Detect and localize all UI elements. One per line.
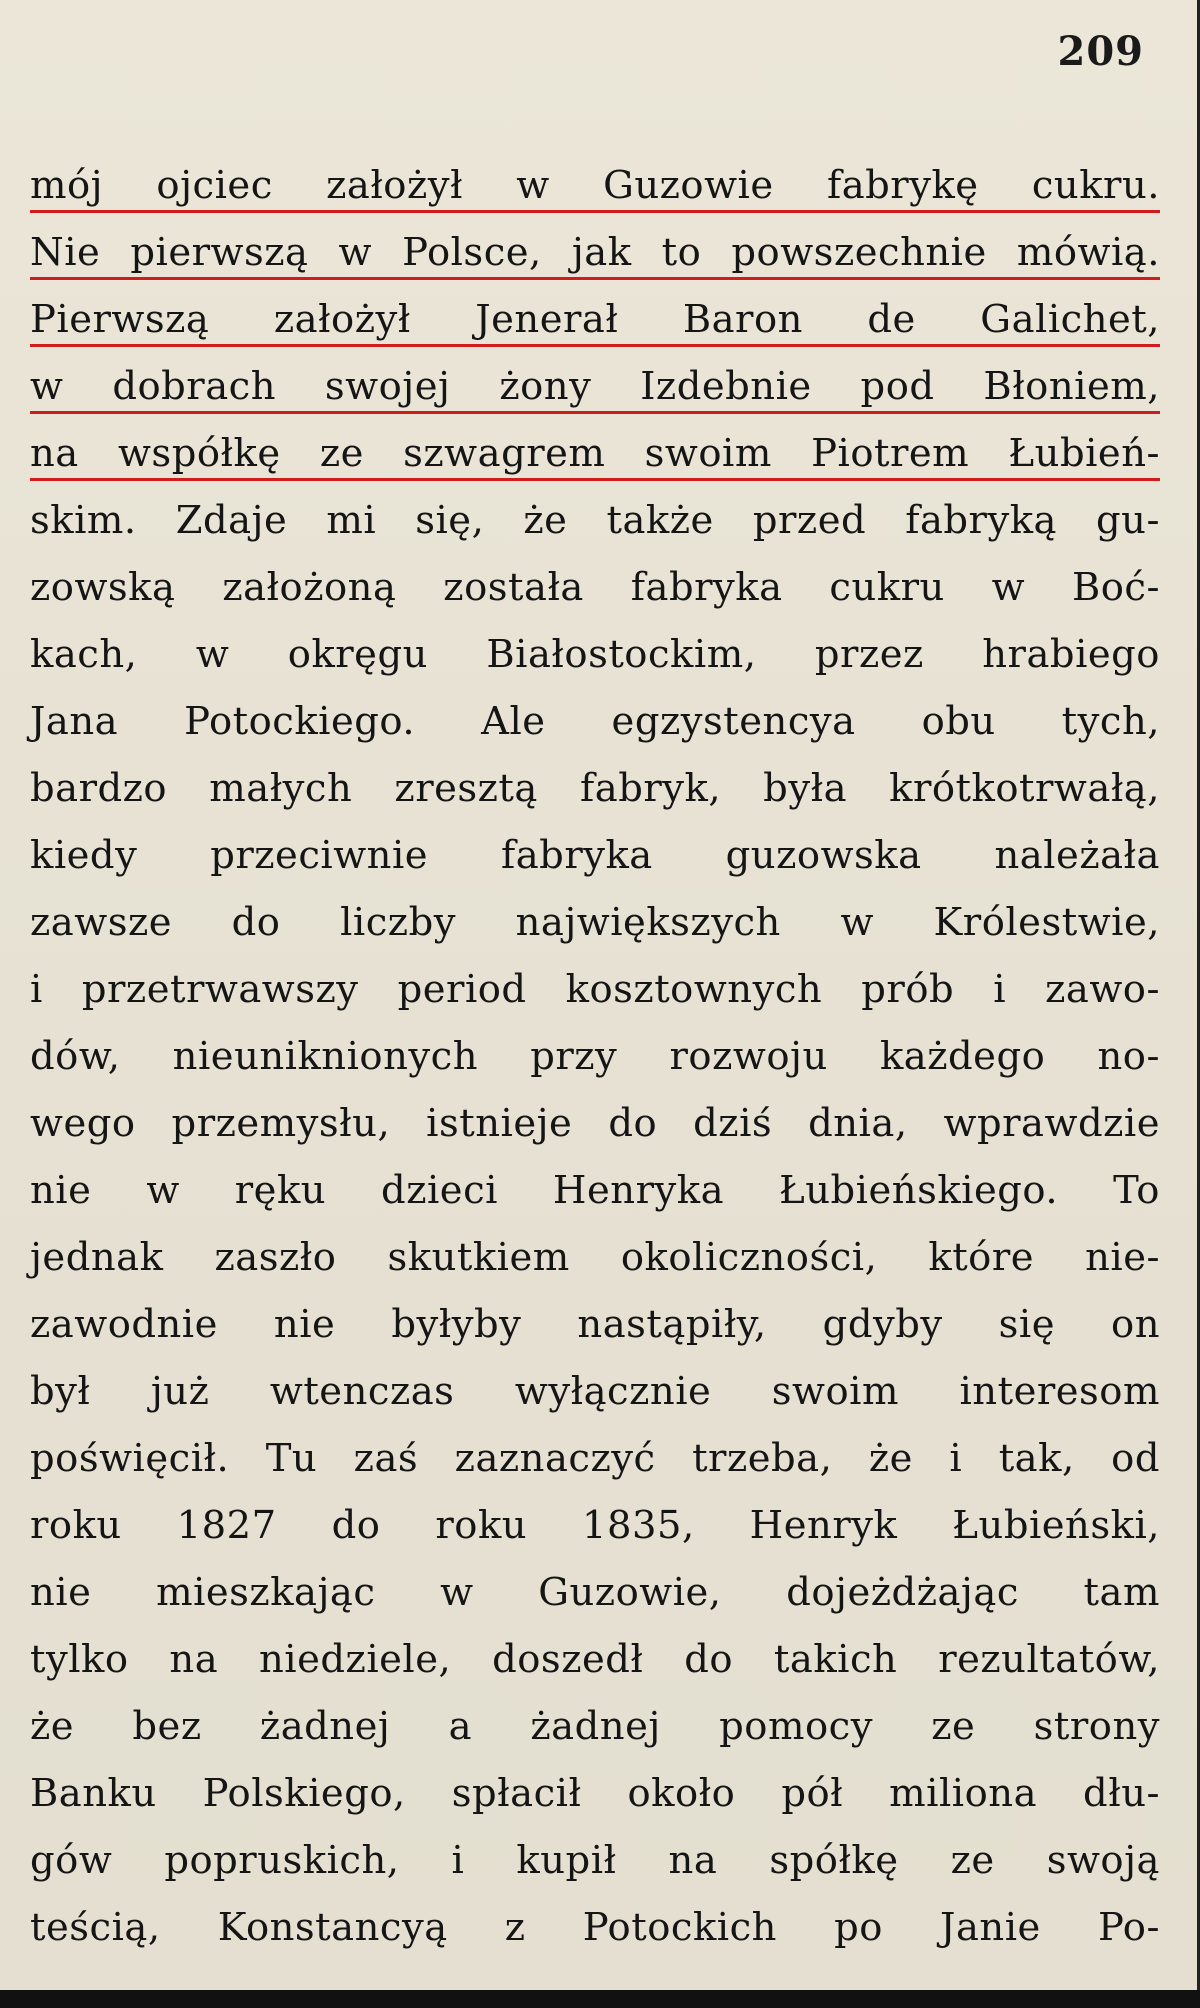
page-number: 209 (1057, 28, 1144, 75)
text-line: dów, nieuniknionych przy rozwoju każdego no- (30, 1034, 1160, 1079)
text-line: kach, w okręgu Białostockim, przez hrabiego (30, 632, 1160, 677)
text-line: zawsze do liczby największych w Królestwie, (30, 900, 1160, 945)
text-line: tylko na niedziele, doszedł do takich rezultatów, (30, 1637, 1160, 1682)
text-line: nie w ręku dzieci Henryka Łubieńskiego. To (30, 1168, 1160, 1213)
text-line-underlined: Nie pierwszą w Polsce, jak to powszechnie mówią. (30, 219, 1160, 286)
text-line: jednak zaszło skutkiem okoliczności, które nie- (30, 1235, 1160, 1280)
page-bottom-edge (0, 1990, 1200, 2008)
text-line: skim. Zdaje mi się, że także przed fabryką gu- (30, 498, 1160, 543)
text-line: był już wtenczas wyłącznie swoim interesom (30, 1369, 1160, 1414)
text-line: zowską założoną została fabryka cukru w Boć- (30, 565, 1160, 610)
text-line: Jana Potockiego. Ale egzystencya obu tych, (30, 699, 1160, 744)
text-line: wego przemysłu, istnieje do dziś dnia, wprawdzie (30, 1101, 1160, 1146)
text-line: nie mieszkając w Guzowie, dojeżdżając tam (30, 1570, 1160, 1615)
text-line: bardzo małych zresztą fabryk, była krótkotrwałą, (30, 766, 1160, 811)
text-line: Banku Polskiego, spłacił około pół miliona dłu- (30, 1771, 1160, 1816)
text-line: zawodnie nie byłyby nastąpiły, gdyby się on (30, 1302, 1160, 1347)
text-line: poświęcił. Tu zaś zaznaczyć trzeba, że i tak, od (30, 1436, 1160, 1481)
text-line: roku 1827 do roku 1835, Henryk Łubieński, (30, 1503, 1160, 1548)
text-line: że bez żadnej a żadnej pomocy ze strony (30, 1704, 1160, 1749)
text-line: gów popruskich, i kupił na spółkę ze swoją (30, 1838, 1160, 1883)
text-line-underlined: na współkę ze szwagrem swoim Piotrem Łubień- (30, 420, 1160, 487)
text-line: i przetrwawszy period kosztownych prób i zawo- (30, 967, 1160, 1012)
text-line-underlined: mój ojciec założył w Guzowie fabrykę cukru. (30, 152, 1160, 219)
page-text (30, 152, 1160, 1961)
text-line-underlined: Pierwszą założył Jenerał Baron de Galichet, (30, 286, 1160, 353)
text-line-underlined: w dobrach swojej żony Izdebnie pod Błoniem, (30, 353, 1160, 420)
text-line: kiedy przeciwnie fabryka guzowska należała (30, 833, 1160, 878)
text-line: teścią, Konstancyą z Potockich po Janie Po- (30, 1905, 1160, 1950)
